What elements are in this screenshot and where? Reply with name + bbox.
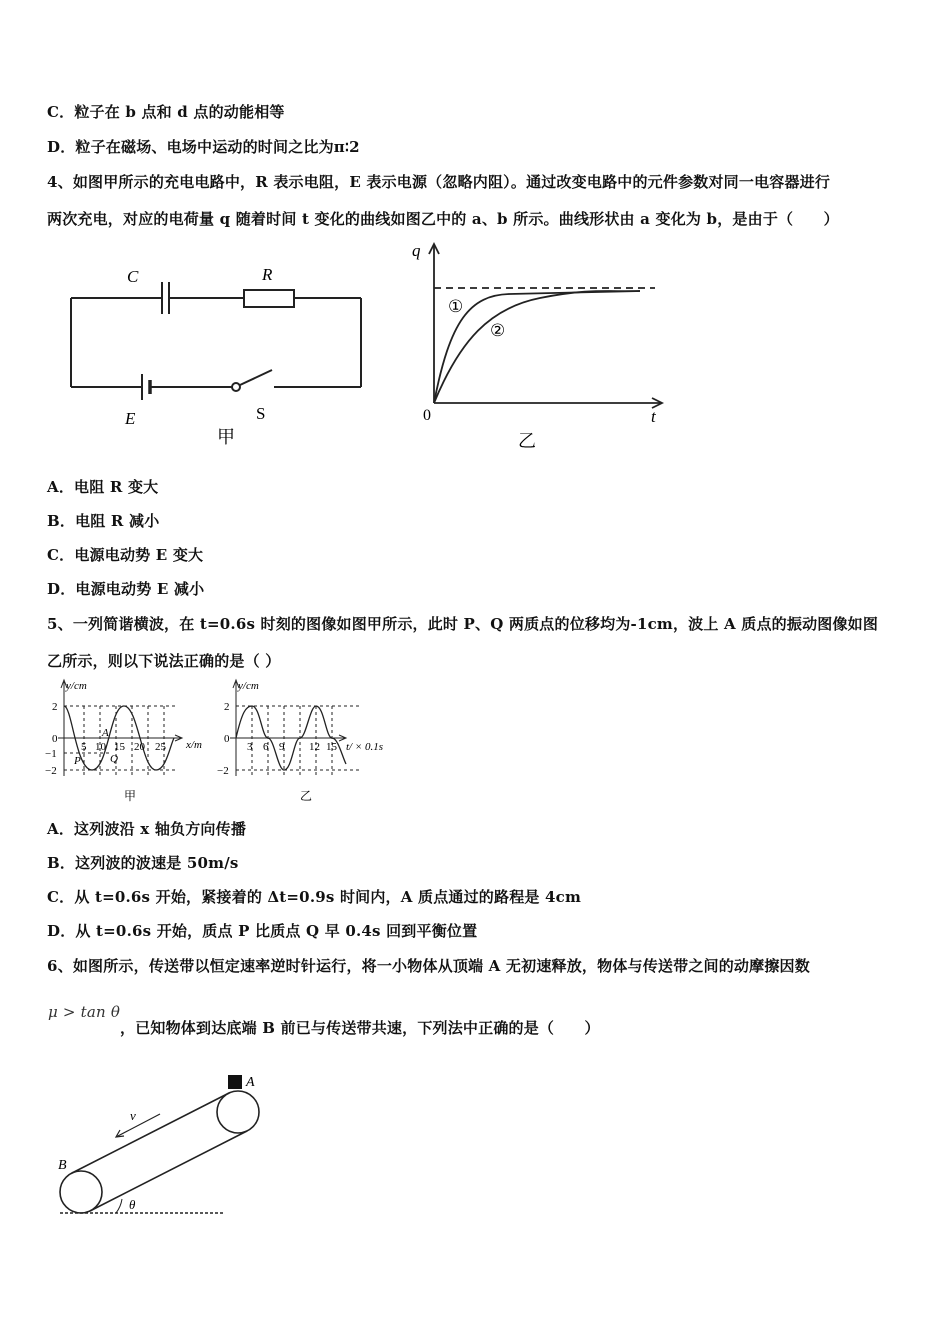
circuit-diagram [60,262,375,452]
figure-caption-jia: 甲 [217,427,235,448]
velocity-label: v [130,1108,136,1123]
wave-b-xtick: 3 [247,741,253,753]
q5-stem-line2: 乙所示，则以下说法正确的是（ ） [47,652,281,670]
switch-label: S [256,404,266,423]
q4-option-c: C．电源电动势 E 变大 [47,546,204,564]
resistor-label: R [262,265,273,284]
graph-origin: 0 [423,407,431,424]
q5-option-d: D．从 t=0.6s 开始，质点 P 比质点 Q 早 0.4s 回到平衡位置 [47,922,478,940]
wave-a-xtick: 5 [81,741,87,753]
wave-a-xtick: 15 [114,741,125,753]
q5-option-a: A．这列波沿 x 轴负方向传播 [47,820,247,838]
wave-a-ytick: −2 [45,765,57,777]
conveyor-diagram [50,1065,290,1225]
wave-a-xlabel: x/m [186,739,202,751]
wave-a-xtick: 25 [155,741,166,753]
q3-option-d: D．粒子在磁场、电场中运动的时间之比为π∶2 [47,138,360,156]
q4-option-b: B．电阻 R 减小 [47,512,160,530]
charge-time-graph [400,240,680,455]
q6-stem-line2: ，已知物体到达底端 B 前已与传送带共速，下列法中正确的是（ ） [120,1019,600,1037]
wave-graph-yi [216,676,396,806]
q5-option-c: C．从 t=0.6s 开始，紧接着的 Δt=0.9s 时间内，A 质点通过的路程是 4cm [47,888,582,906]
point-q-label: Q [110,753,118,765]
curve-2-label: ② [490,321,506,340]
wave-a-ytick: 0 [52,733,58,745]
point-a-label: A [246,1075,255,1090]
wave-b-ytick: −2 [217,765,229,777]
q4-option-d: D．电源电动势 E 减小 [47,580,205,598]
point-b-label: B [58,1158,67,1173]
figure-caption-yi: 乙 [518,431,536,452]
q4-stem-line2: 两次充电，对应的电荷量 q 随着时间 t 变化的曲线如图乙中的 a、b 所示。曲线形状由 a 变化为 b，是由于（ ） [47,210,839,228]
wave-b-xlabel: t/ × 0.1s [346,741,384,753]
capacitor-label: C [127,267,139,286]
q5-option-b: B．这列波的波速是 50m/s [47,854,239,872]
point-p-label: P [74,755,81,767]
q6-stem-line1: 6、如图所示，传送带以恒定速率逆时针运行，将一小物体从顶端 A 无初速释放，物体与传送带之间的动摩擦因数 [47,957,810,975]
angle-label: θ [129,1197,136,1212]
graph-x-label: t [651,407,656,426]
wave-b-ytick: 0 [224,733,230,745]
q3-option-c: C．粒子在 b 点和 d 点的动能相等 [47,103,285,121]
wave-b-xtick: 9 [279,741,285,753]
wave-b-caption: 乙 [300,789,313,803]
wave-b-ytick: 2 [224,701,230,713]
wave-b-xtick: 6 [263,741,269,753]
wave-a-ytick: −1 [45,748,57,760]
wave-a-xtick: 20 [134,741,145,753]
curve-1-label: ① [448,297,464,316]
q4-option-a: A．电阻 R 变大 [47,478,159,496]
wave-a-ylabel: y/cm [66,680,87,692]
wave-b-xtick: 15 [326,741,337,753]
wave-b-xtick: 12 [309,741,320,753]
wave-a-xtick: 10 [95,741,106,753]
point-a-label: A [102,727,109,739]
q5-stem-line1: 5、一列简谐横波，在 t=0.6s 时刻的图像如图甲所示，此时 P、Q 两质点的位移均为-1cm，波上 A 质点的振动图像如图 [47,615,879,633]
q4-stem-line1: 4、如图甲所示的充电电路中，R 表示电阻，E 表示电源（忽略内阻）。通过改变电路中的元件参数对同一电容器进行 [47,173,831,191]
source-label: E [125,409,136,428]
wave-a-ytick: 2 [52,701,58,713]
wave-a-caption: 甲 [124,789,137,803]
graph-y-label: q [412,241,421,260]
q6-formula: μ > tan θ [48,1003,121,1021]
wave-b-ylabel: y/cm [238,680,259,692]
wave-graph-jia [44,676,214,806]
